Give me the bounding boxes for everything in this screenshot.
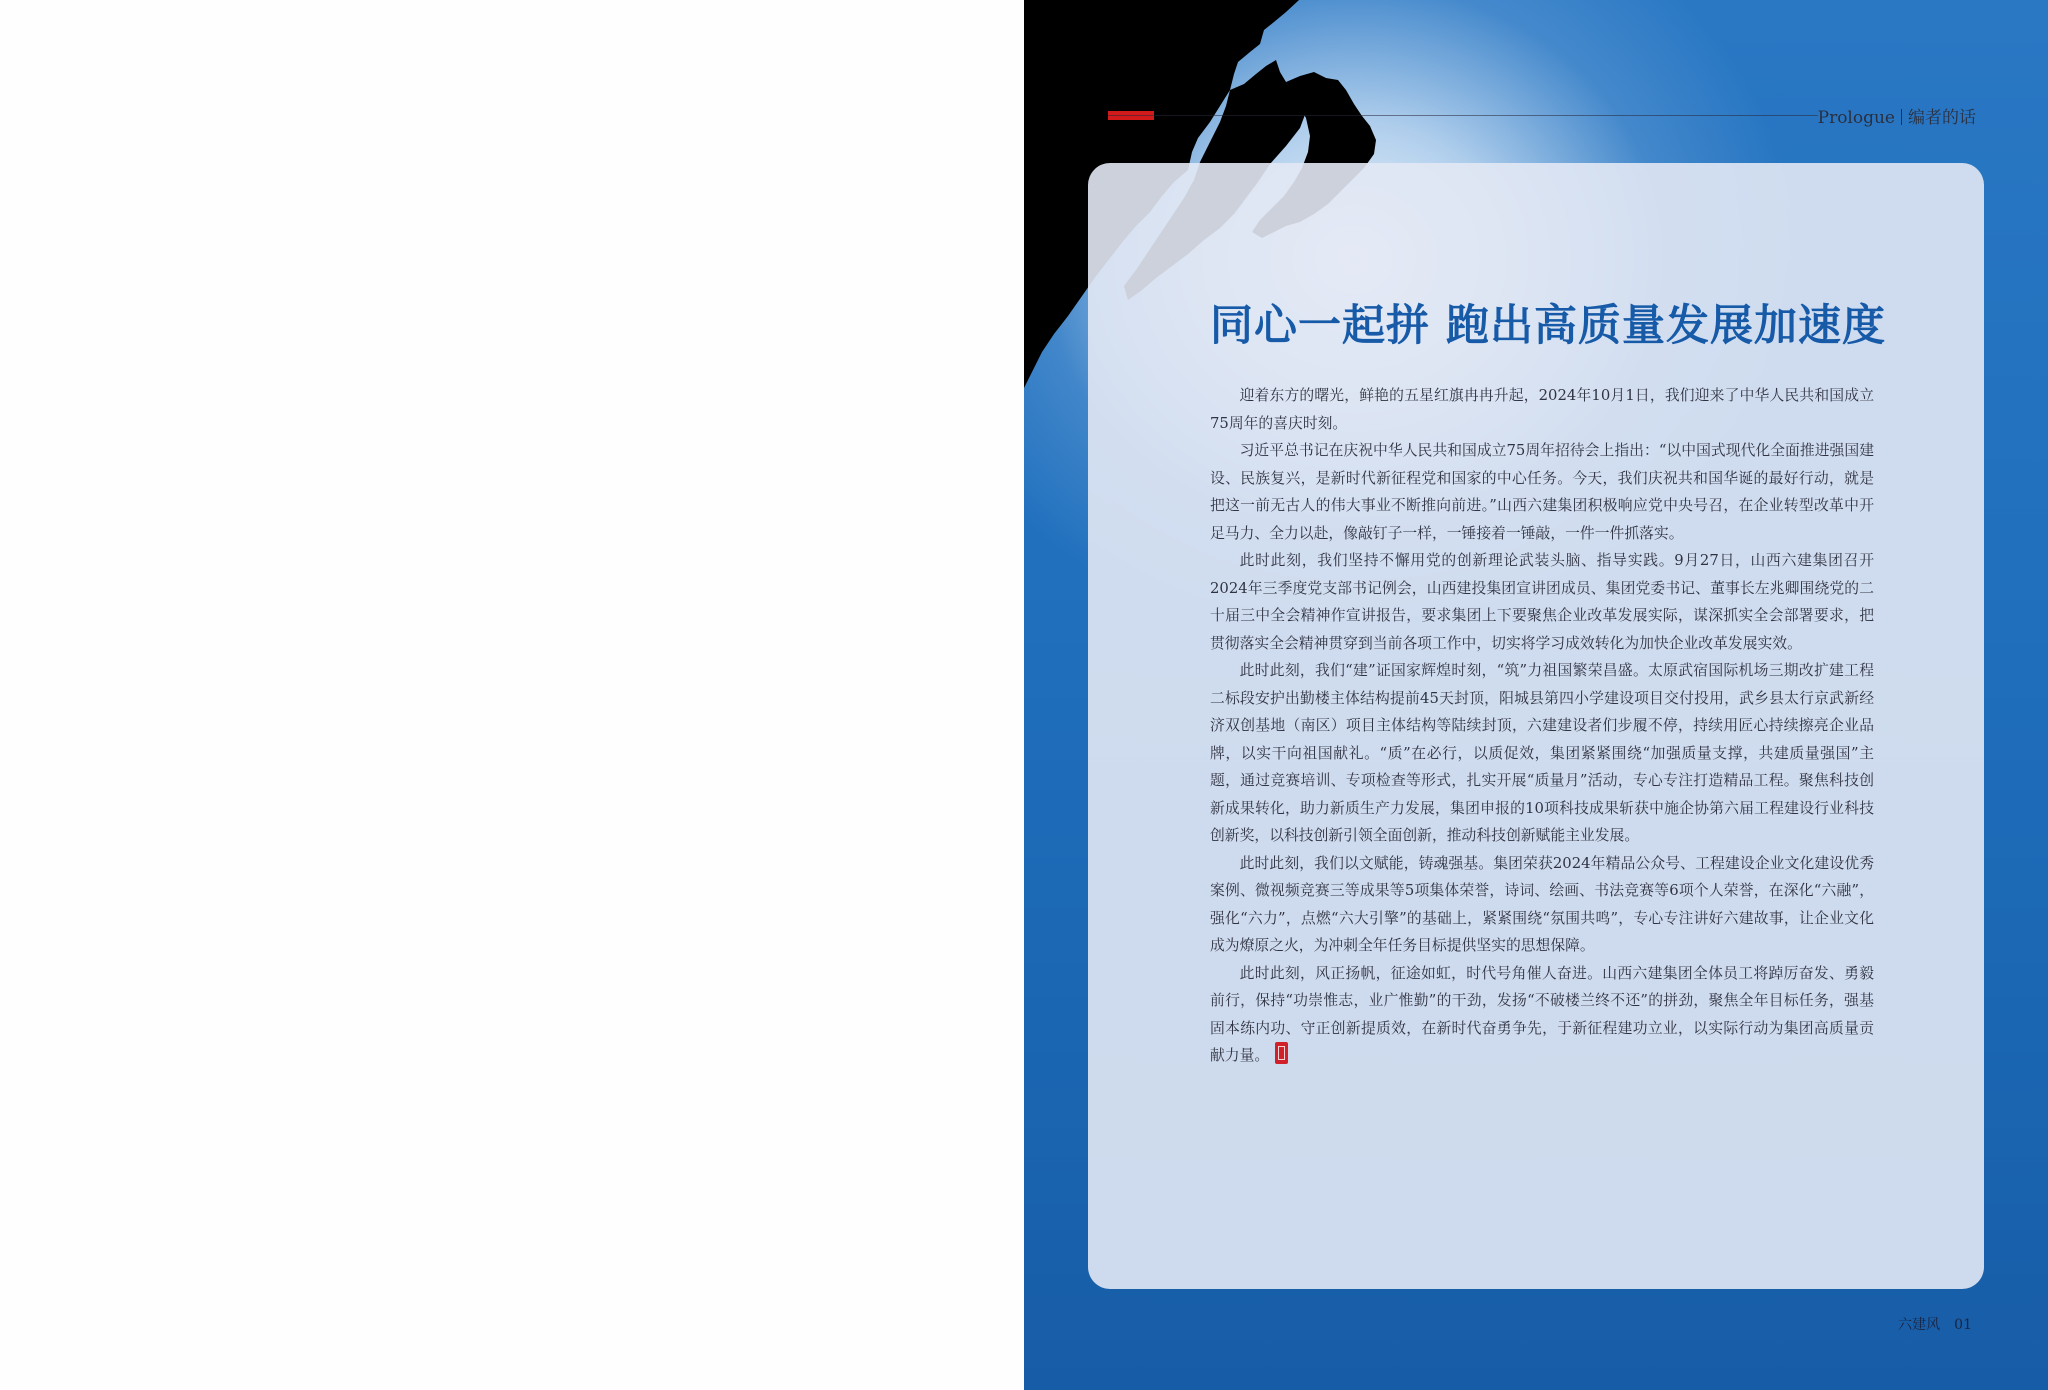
article-title: 同心一起拼 跑出高质量发展加速度 xyxy=(1210,301,1886,351)
section-header xyxy=(1818,103,1976,128)
paragraph-6-text: 此时此刻，风正扬帆，征途如虹，时代号角催人奋进。山西六建集团全体员工将踔厉奋发、勇毅前行，保持“功崇惟志，业广惟勤”的干劲，发扬“不破楼兰终不还”的拼劲，聚焦全年目标任务，强基固本练内功、守正创新提质效，在新时代奋勇争先，于新征程建功立业，以实际行动为集团高质量贡献力量。 xyxy=(1210,964,1874,1064)
header-rule xyxy=(1108,115,1818,116)
paragraph-5: 此时此刻，我们以文赋能，铸魂强基。集团荣获2024年精品公众号、工程建设企业文化建设优秀案例、微视频竞赛三等成果等5项集体荣誉，诗词、绘画、书法竞赛等6项个人荣誉，在深化“六融”，强化“六力”，点燃“六大引擎”的基础上，紧紧围绕“氛围共鸣”，专心专注讲好六建故事，让企业文化成为燎原之火，为冲刺全年任务目标提供坚实的思想保障。 xyxy=(1210,854,1874,954)
page-footer xyxy=(1898,1314,1972,1334)
paragraph-6 xyxy=(1210,960,1874,1070)
section-label-en: Prologue xyxy=(1817,108,1895,128)
right-page xyxy=(1024,0,2048,1390)
section-label-cn: 编者的话 xyxy=(1908,108,1976,128)
publication-name: 六建风 xyxy=(1898,1317,1941,1333)
paragraph-2: 习近平总书记在庆祝中华人民共和国成立75周年招待会上指出：“以中国式现代化全面推进强国建设、民族复兴，是新时代新征程党和国家的中心任务。今天，我们庆祝共和国华诞的最好行动，就是把这一前无古人的伟大事业不断推向前进。”山西六建集团积极响应党中央号召，在企业转型改革中开足马力、全力以赴，像敲钉子一样，一锤接着一锤敲，一件一件抓落实。 xyxy=(1210,442,1874,542)
red-seal-stamp-icon xyxy=(1275,1042,1288,1064)
article-body xyxy=(1210,382,1874,1070)
header-separator xyxy=(1901,109,1902,125)
paragraph-1: 迎着东方的曙光，鲜艳的五星红旗冉冉升起，2024年10月1日，我们迎来了中华人民共和国成立75周年的喜庆时刻。 xyxy=(1210,387,1874,432)
page-number: 01 xyxy=(1954,1317,1972,1333)
paragraph-4: 此时此刻，我们“建”证国家辉煌时刻，“筑”力祖国繁荣昌盛。太原武宿国际机场三期改扩建工程二标段安护出勤楼主体结构提前45天封顶，阳城县第四小学建设项目交付投用，武乡县太行京武新经济双创基地（南区）项目主体结构等陆续封顶，六建建设者们步履不停，持续用匠心持续擦亮企业品牌，以实干向祖国献礼。“质”在必行，以质促效，集团紧紧围绕“加强质量支撑，共建质量强国”主题，通过竞赛培训、专项检查等形式，扎实开展“质量月”活动，专心专注打造精品工程。聚焦科技创新成果转化，助力新质生产力发展，集团申报的10项科技成果斩获中施企协第六届工程建设行业科技创新奖，以科技创新引领全面创新，推动科技创新赋能主业发展。 xyxy=(1210,662,1874,844)
paragraph-3: 此时此刻，我们坚持不懈用党的创新理论武装头脑、指导实践。9月27日，山西六建集团召开2024年三季度党支部书记例会，山西建投集团宣讲团成员、集团党委书记、董事长左兆卿围绕党的二十届三中全会精神作宣讲报告，要求集团上下要聚焦企业改革发展实际，谋深抓实全会部署要求，把贯彻落实全会精神贯穿到当前各项工作中，切实将学习成效转化为加快企业改革发展实效。 xyxy=(1210,552,1874,652)
